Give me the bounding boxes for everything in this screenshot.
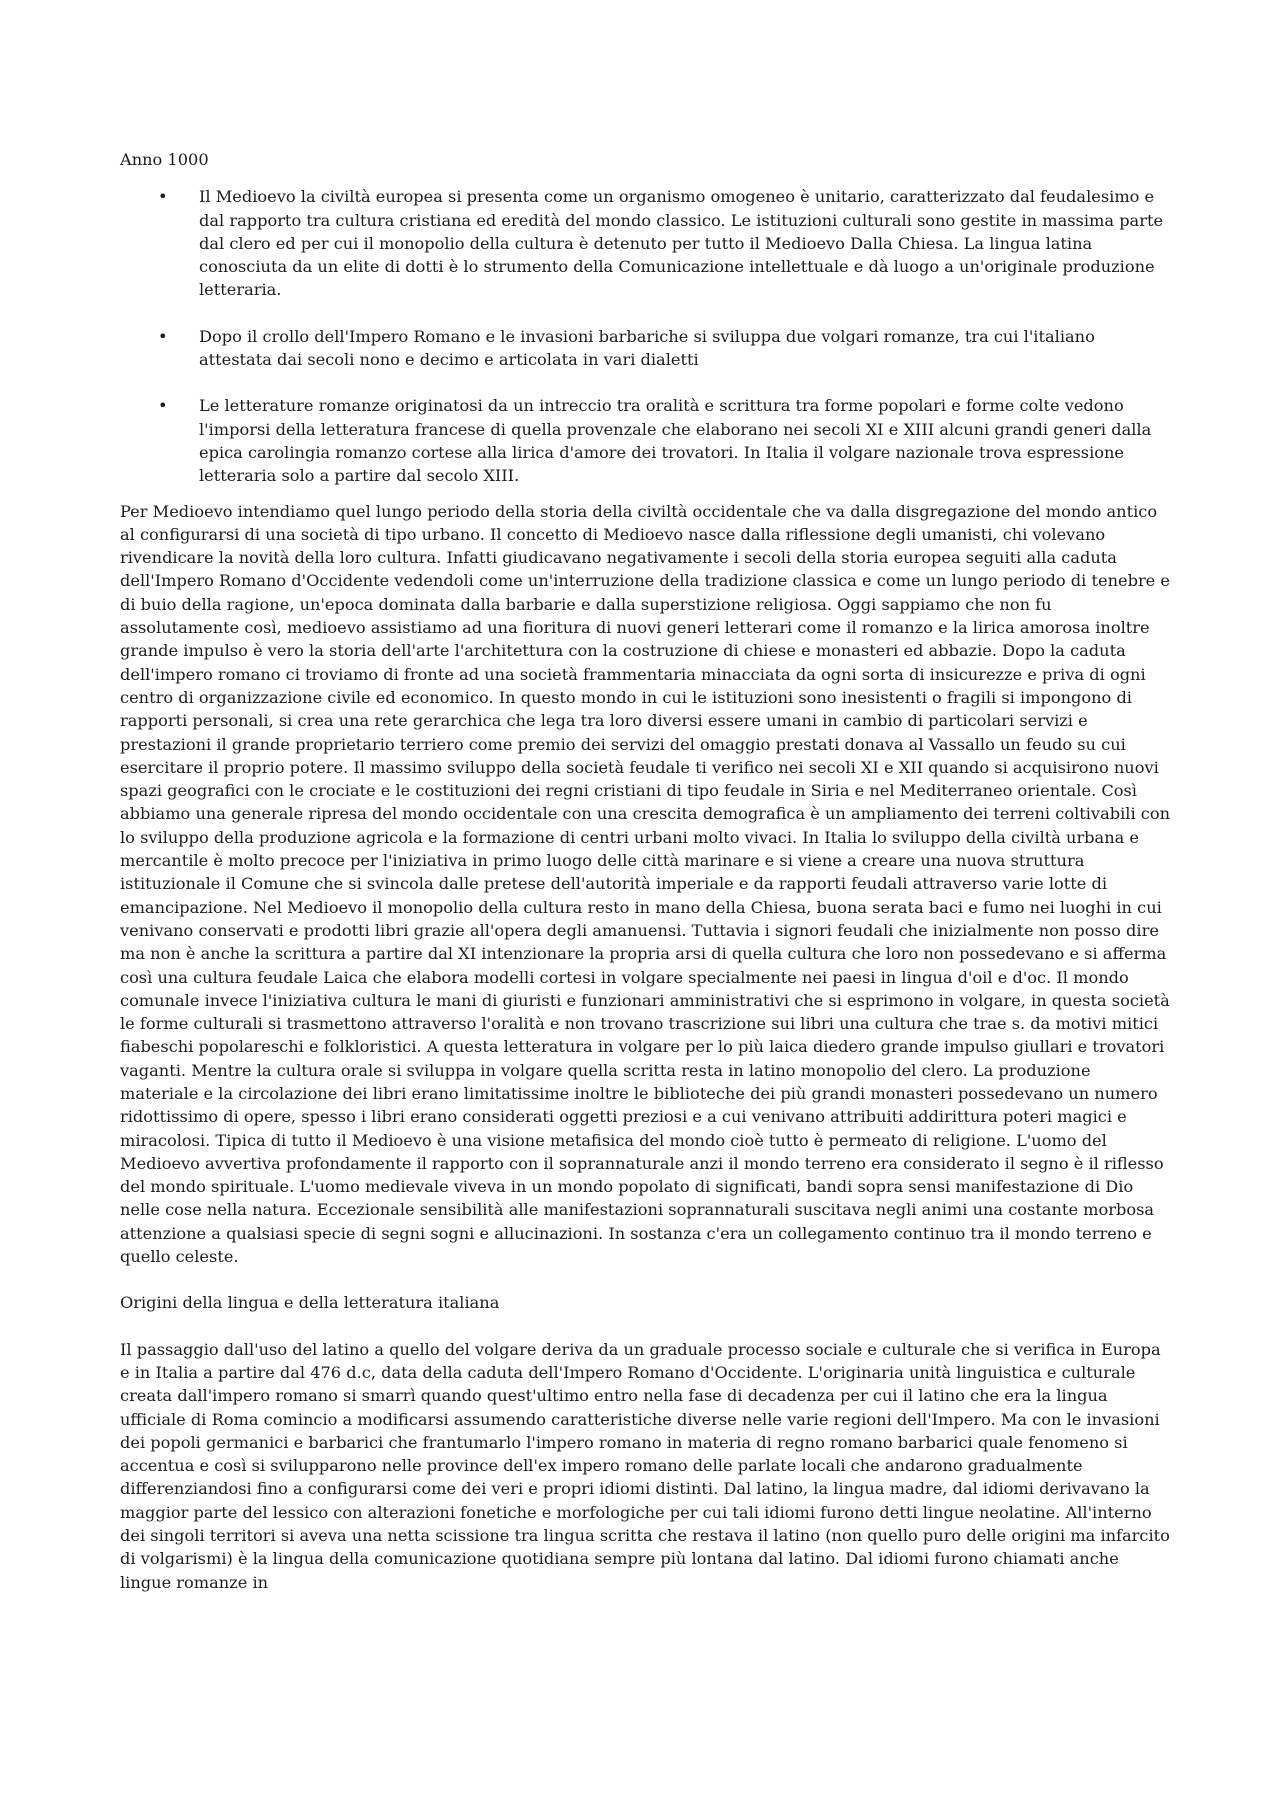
bullet-item bbox=[120, 185, 1170, 301]
bullet-item bbox=[120, 394, 1170, 487]
section-title: Origini della lingua e della letteratura italiana bbox=[120, 1293, 500, 1313]
bullet-dot-icon: • bbox=[158, 396, 168, 416]
origins-paragraph: Il passaggio dall'uso del latino a quello del volgare deriva da un graduale processo sociale e culturale che si verifica in Europa e in Italia a partire dal 476 d.c, data della caduta dell'Impero Romano d'Occidente. L'originaria unità linguistica e culturale creata dall'impero romano si smarrì quando quest'ultimo entro nella fase di decadenza per cui il latino che era la lingua ufficiale di Roma comincio a modificarsi assumendo caratteristiche diverse nelle varie regioni dell'Impero. Ma con le invasioni dei popoli germanici e barbarici che frantumarlo l'impero romano in materia di regno romano barbarici quale fenomeno si accentua e così si svilupparono nelle province dell'ex impero romano delle parlate locali che andarono gradualmente differenziandosi fino a configurarsi come dei veri e propri idiomi distinti. Dal latino, la lingua madre, dal idiomi derivavano la maggior parte del lessico con alterazioni fonetiche e morfologiche per cui tali idiomi furono detti lingue neolatine. All'interno dei singoli territori si aveva una netta scissione tra lingua scritta che restava il latino (non quello puro delle origini ma infarcito di volgarismi) è la lingua della comunicazione quotidiana sempre più lontana dal latino. Dal idiomi furono chiamati anche lingue romanze in bbox=[120, 1339, 1170, 1592]
document-heading: Anno 1000 bbox=[120, 150, 209, 169]
bullet-item bbox=[120, 325, 1170, 372]
main-paragraph: Per Medioevo intendiamo quel lungo periodo della storia della civiltà occidentale che va dalla disgregazione del mondo antico al configurarsi di una società di tipo urbano. Il concetto di Medioevo nasce dalla riflessione degli umanisti, chi volevano rivendicare la novità della loro cultura. Infatti giudicavano negativamente i secoli della storia europea seguiti alla caduta dell'Impero Romano d'Occidente vedendoli come un'interruzione della tradizione classica e come un lungo periodo di tenebre e di buio della ragione, un'epoca dominata dalla barbarie e dalla superstizione religiosa. Oggi sappiamo che non fu assolutamente così, medioevo assistiamo ad una fioritura di nuovi generi letterari come il romanzo e la lirica amorosa inoltre grande impulso è vero la storia dell'arte l'architettura con la costruzione di chiese e monasteri ed abbazie. Dopo la caduta dell'impero romano ci troviamo di fronte ad una società frammentaria minacciata da ogni sorta di insicurezze e priva di ogni centro di organizzazione civile ed economico. In questo mondo in cui le istituzioni sono inesistenti o fragili si impongono di rapporti personali, si crea una rete gerarchica che lega tra loro diversi essere umani in cambio di particolari servizi e prestazioni il grande proprietario terriero come premio dei servizi del omaggio prestati donava al Vassallo un feudo su cui esercitare il proprio potere. Il massimo sviluppo della società feudale ti verifico nei secoli XI e XII quando si acquisirono nuovi spazi geografici con le crociate e le costituzioni dei regni cristiani di tipo feudale in Siria e nel Mediterraneo orientale. Così abbiamo una generale ripresa del mondo occidentale con una crescita demografica è un ampliamento dei terreni coltivabili con lo sviluppo della produzione agricola e la formazione di centri urbani molto vivaci. In Italia lo sviluppo della civiltà urbana e mercantile è molto precoce per l'iniziativa in primo luogo delle città marinare e si viene a creare una nuova struttura istituzionale il Comune che si svincola dalle pretese dell'autorità imperiale e da rapporti feudali attraverso varie lotte di emancipazione. Nel Medioevo il monopolio della cultura resto in mano della Chiesa, buona serata baci e fumo nei luoghi in cui venivano conservati e prodotti libri grazie all'opera degli amanuensi. Tuttavia i signori feudali che inizialmente non posso dire ma non è anche la scrittura a partire dal XI intenzionare la propria arsi di quella cultura che loro non possedevano e si afferma così una cultura feudale Laica che elabora modelli cortesi in volgare specialmente nei paesi in lingua d'oil e d'oc. Il mondo comunale invece l'iniziativa cultura le mani di giuristi e funzionari amministrativi che si esprimono in volgare, in questa società le forme culturali si trasmettono attraverso l'oralità e non trovano trascrizione sui libri una cultura che trae s. da motivi mitici fiabeschi popolareschi e folkloristici. A questa letteratura in volgare per lo più laica diedero grande impulso giullari e trovatori vaganti. Mentre la cultura orale si sviluppa in volgare quella scritta resta in latino monopolio del clero. La produzione materiale e la circolazione dei libri erano limitatissime inoltre le biblioteche dei più grandi monasteri possedevano un numero ridottissimo di opere, spesso i libri erano considerati oggetti preziosi e a cui venivano attribuiti addirittura poteri magici e miracolosi. Tipica di tutto il Medioevo è una visione metafisica del mondo cioè tutto è permeato di religione. L'uomo del Medioevo avvertiva profondamente il rapporto con il soprannaturale anzi il mondo terreno era considerato il segno è il riflesso del mondo spirituale. L'uomo medievale viveva in un mondo popolato di significati, bandi sopra sensi manifestazione di Dio nelle cose nella natura. Eccezionale sensibilità alle manifestazioni soprannaturali suscitava negli animi una costante morbosa attenzione a qualsiasi specie di segni sogni e allucinazioni. In sostanza c'era un collegamento continuo tra il mondo terreno e quello celeste. bbox=[120, 501, 1170, 1267]
bullet-text: Le letterature romanze originatosi da un intreccio tra oralità e scrittura tra forme popolari e forme colte vedono l'imporsi della letteratura francese di quella provenzale che elaborano nei secoli XI e XIII alcuni grandi generi dalla epica carolingia romanzo cortese alla lirica d'amore dei trovatori. In Italia il volgare nazionale trova espressione letteraria solo a partire dal secolo XIII. bbox=[199, 396, 1152, 486]
bullet-list bbox=[120, 185, 1170, 487]
bullet-text: Il Medioevo la civiltà europea si presenta come un organismo omogeneo è unitario, caratterizzato dal feudalesimo e dal rapporto tra cultura cristiana ed eredità del mondo classico. Le istituzioni culturali sono gestite in massima parte dal clero ed per cui il monopolio della cultura è detenuto per tutto il Medioevo Dalla Chiesa. La lingua latina conosciuta da un elite di dotti è lo strumento della Comunicazione intellettuale e dà luogo a un'originale produzione letteraria. bbox=[199, 187, 1164, 300]
bullet-dot-icon: • bbox=[158, 187, 168, 207]
bullet-text: Dopo il crollo dell'Impero Romano e le invasioni barbariche si sviluppa due volgari romanze, tra cui l'italiano attestata dai secoli nono e decimo e articolata in vari dialetti bbox=[199, 326, 1095, 370]
document-page bbox=[120, 148, 1170, 1594]
bullet-dot-icon: • bbox=[158, 326, 168, 346]
